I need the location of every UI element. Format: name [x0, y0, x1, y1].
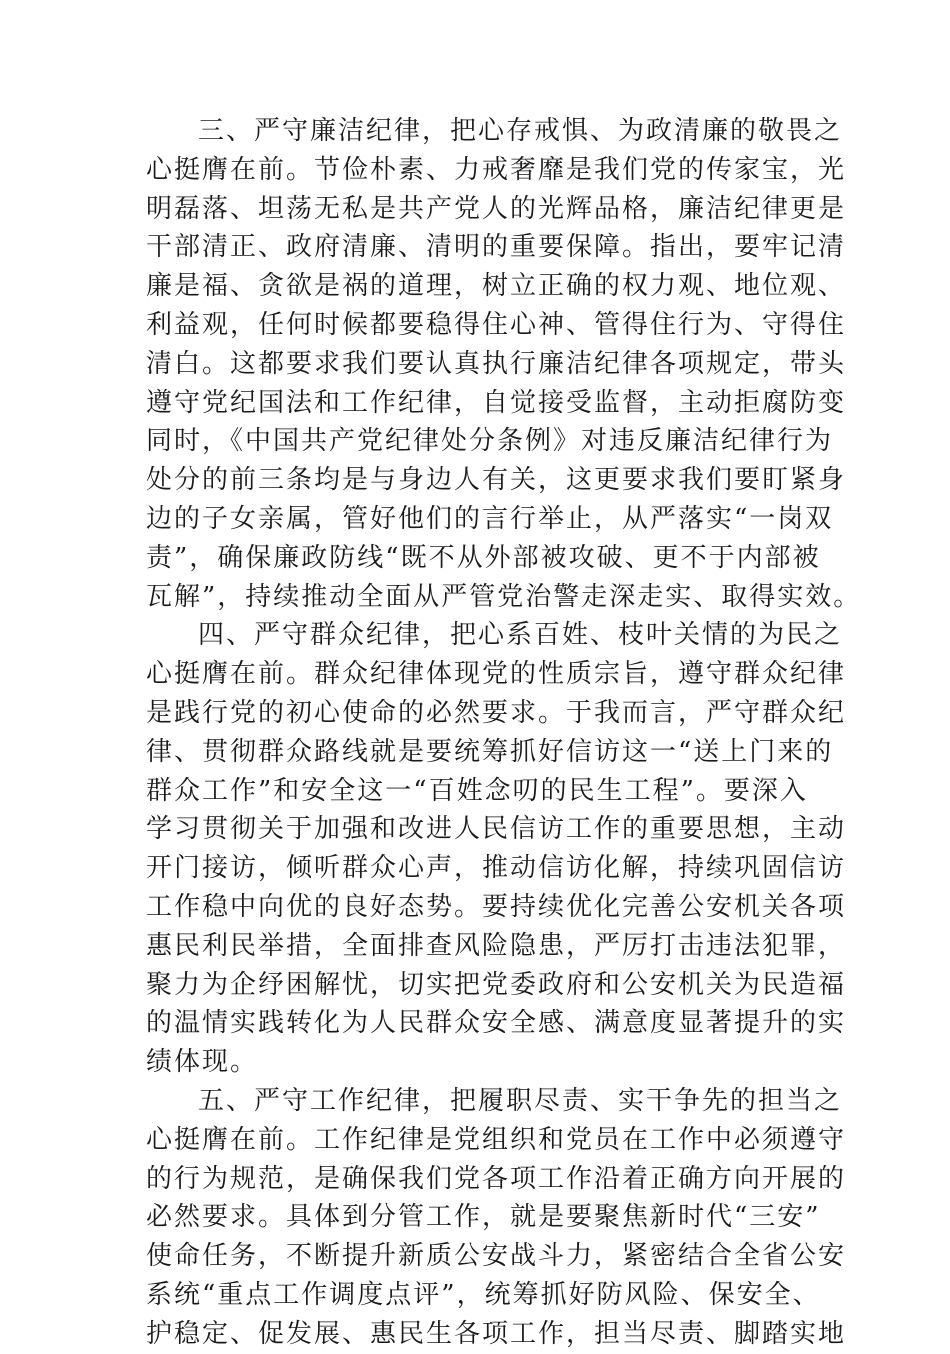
paragraph-line: 遵守党纪国法和工作纪律，自觉接受监督，主动拒腐防变: [146, 387, 847, 418]
paragraph-line: 四、严守群众纪律，把心系百姓、枝叶关情的为民之: [198, 620, 843, 651]
paragraph-line: 心挺膺在前。群众纪律体现党的性质宗旨，遵守群众纪律: [146, 659, 847, 690]
paragraph-line: 是践行党的初心使命的必然要求。于我而言，严守群众纪: [146, 697, 847, 728]
paragraph-line: 学习贯彻关于加强和改进人民信访工作的重要思想，主动: [146, 814, 847, 845]
paragraph-line: 绩体现。: [146, 1047, 259, 1078]
paragraph-line: 必然要求。具体到分管工作，就是要聚焦新时代“三安”: [146, 1202, 821, 1233]
paragraph-line: 五、严守工作纪律，把履职尽责、实干争先的担当之: [198, 1085, 843, 1116]
paragraph-line: 处分的前三条均是与身边人有关，这更要求我们要盯紧身: [146, 465, 847, 496]
paragraph-line: 明磊落、坦荡无私是共产党人的光辉品格，廉洁纪律更是: [146, 193, 847, 224]
paragraph-line: 惠民利民举措，全面排查风险隐患，严厉打击违法犯罪，: [146, 930, 847, 961]
paragraph-line: 同时，《中国共产党纪律处分条例》对违反廉洁纪律行为: [146, 426, 834, 457]
paragraph-line: 系统“重点工作调度点评”，统筹抓好防风险、保安全、: [146, 1279, 821, 1310]
paragraph-line: 工作稳中向优的良好态势。要持续优化完善公安机关各项: [146, 891, 847, 922]
paragraph-work-discipline: [146, 1082, 847, 1354]
paragraph-line: 护稳定、促发展、惠民生各项工作，担当尽责、脚踏实地: [146, 1318, 847, 1349]
paragraph-line: 清白。这都要求我们要认真执行廉洁纪律各项规定，带头: [146, 348, 847, 379]
paragraph-line: 瓦解”，持续推动全面从严管党治警走深走实、取得实效。: [146, 581, 862, 612]
paragraph-line: 开门接访，倾听群众心声，推动信访化解，持续巩固信访: [146, 853, 847, 884]
paragraph-line: 使命任务，不断提升新质公安战斗力，紧密结合全省公安: [146, 1241, 847, 1272]
paragraph-line: 三、严守廉洁纪律，把心存戒惧、为政清廉的敬畏之: [198, 116, 843, 146]
paragraph-line: 边的子女亲属，管好他们的言行举止，从严落实“一岗双: [146, 503, 834, 534]
paragraph-line: 心挺膺在前。节俭朴素、力戒奢靡是我们党的传家宝，光: [146, 154, 847, 185]
paragraph-integrity-discipline: [146, 112, 862, 616]
paragraph-line: 利益观，任何时候都要稳得住心神、管得住行为、守得住: [146, 309, 847, 340]
paragraph-line: 干部清正、政府清廉、清明的重要保障。指出，要牢记清: [146, 232, 847, 263]
paragraph-line: 的行为规范，是确保我们党各项工作沿着正确方向开展的: [146, 1163, 847, 1194]
paragraph-line: 律、贯彻群众路线就是要统筹抓好信访这一“送上门来的: [146, 736, 834, 767]
paragraph-line: 的温情实践转化为人民群众安全感、满意度显著提升的实: [146, 1008, 847, 1039]
paragraph-line: 心挺膺在前。工作纪律是党组织和党员在工作中必须遵守: [146, 1124, 847, 1155]
paragraph-mass-discipline: [146, 616, 847, 1082]
paragraph-line: 群众工作”和安全这一“百姓念叨的民生工程”。要深入: [146, 775, 808, 806]
document-body: [146, 112, 862, 1354]
paragraph-line: 聚力为企纾困解忧，切实把党委政府和公安机关为民造福: [146, 969, 847, 1000]
paragraph-line: 廉是福、贪欲是祸的道理，树立正确的权力观、地位观、: [146, 271, 847, 302]
paragraph-line: 责”，确保廉政防线“既不从外部被攻破、更不于内部被: [146, 542, 821, 573]
